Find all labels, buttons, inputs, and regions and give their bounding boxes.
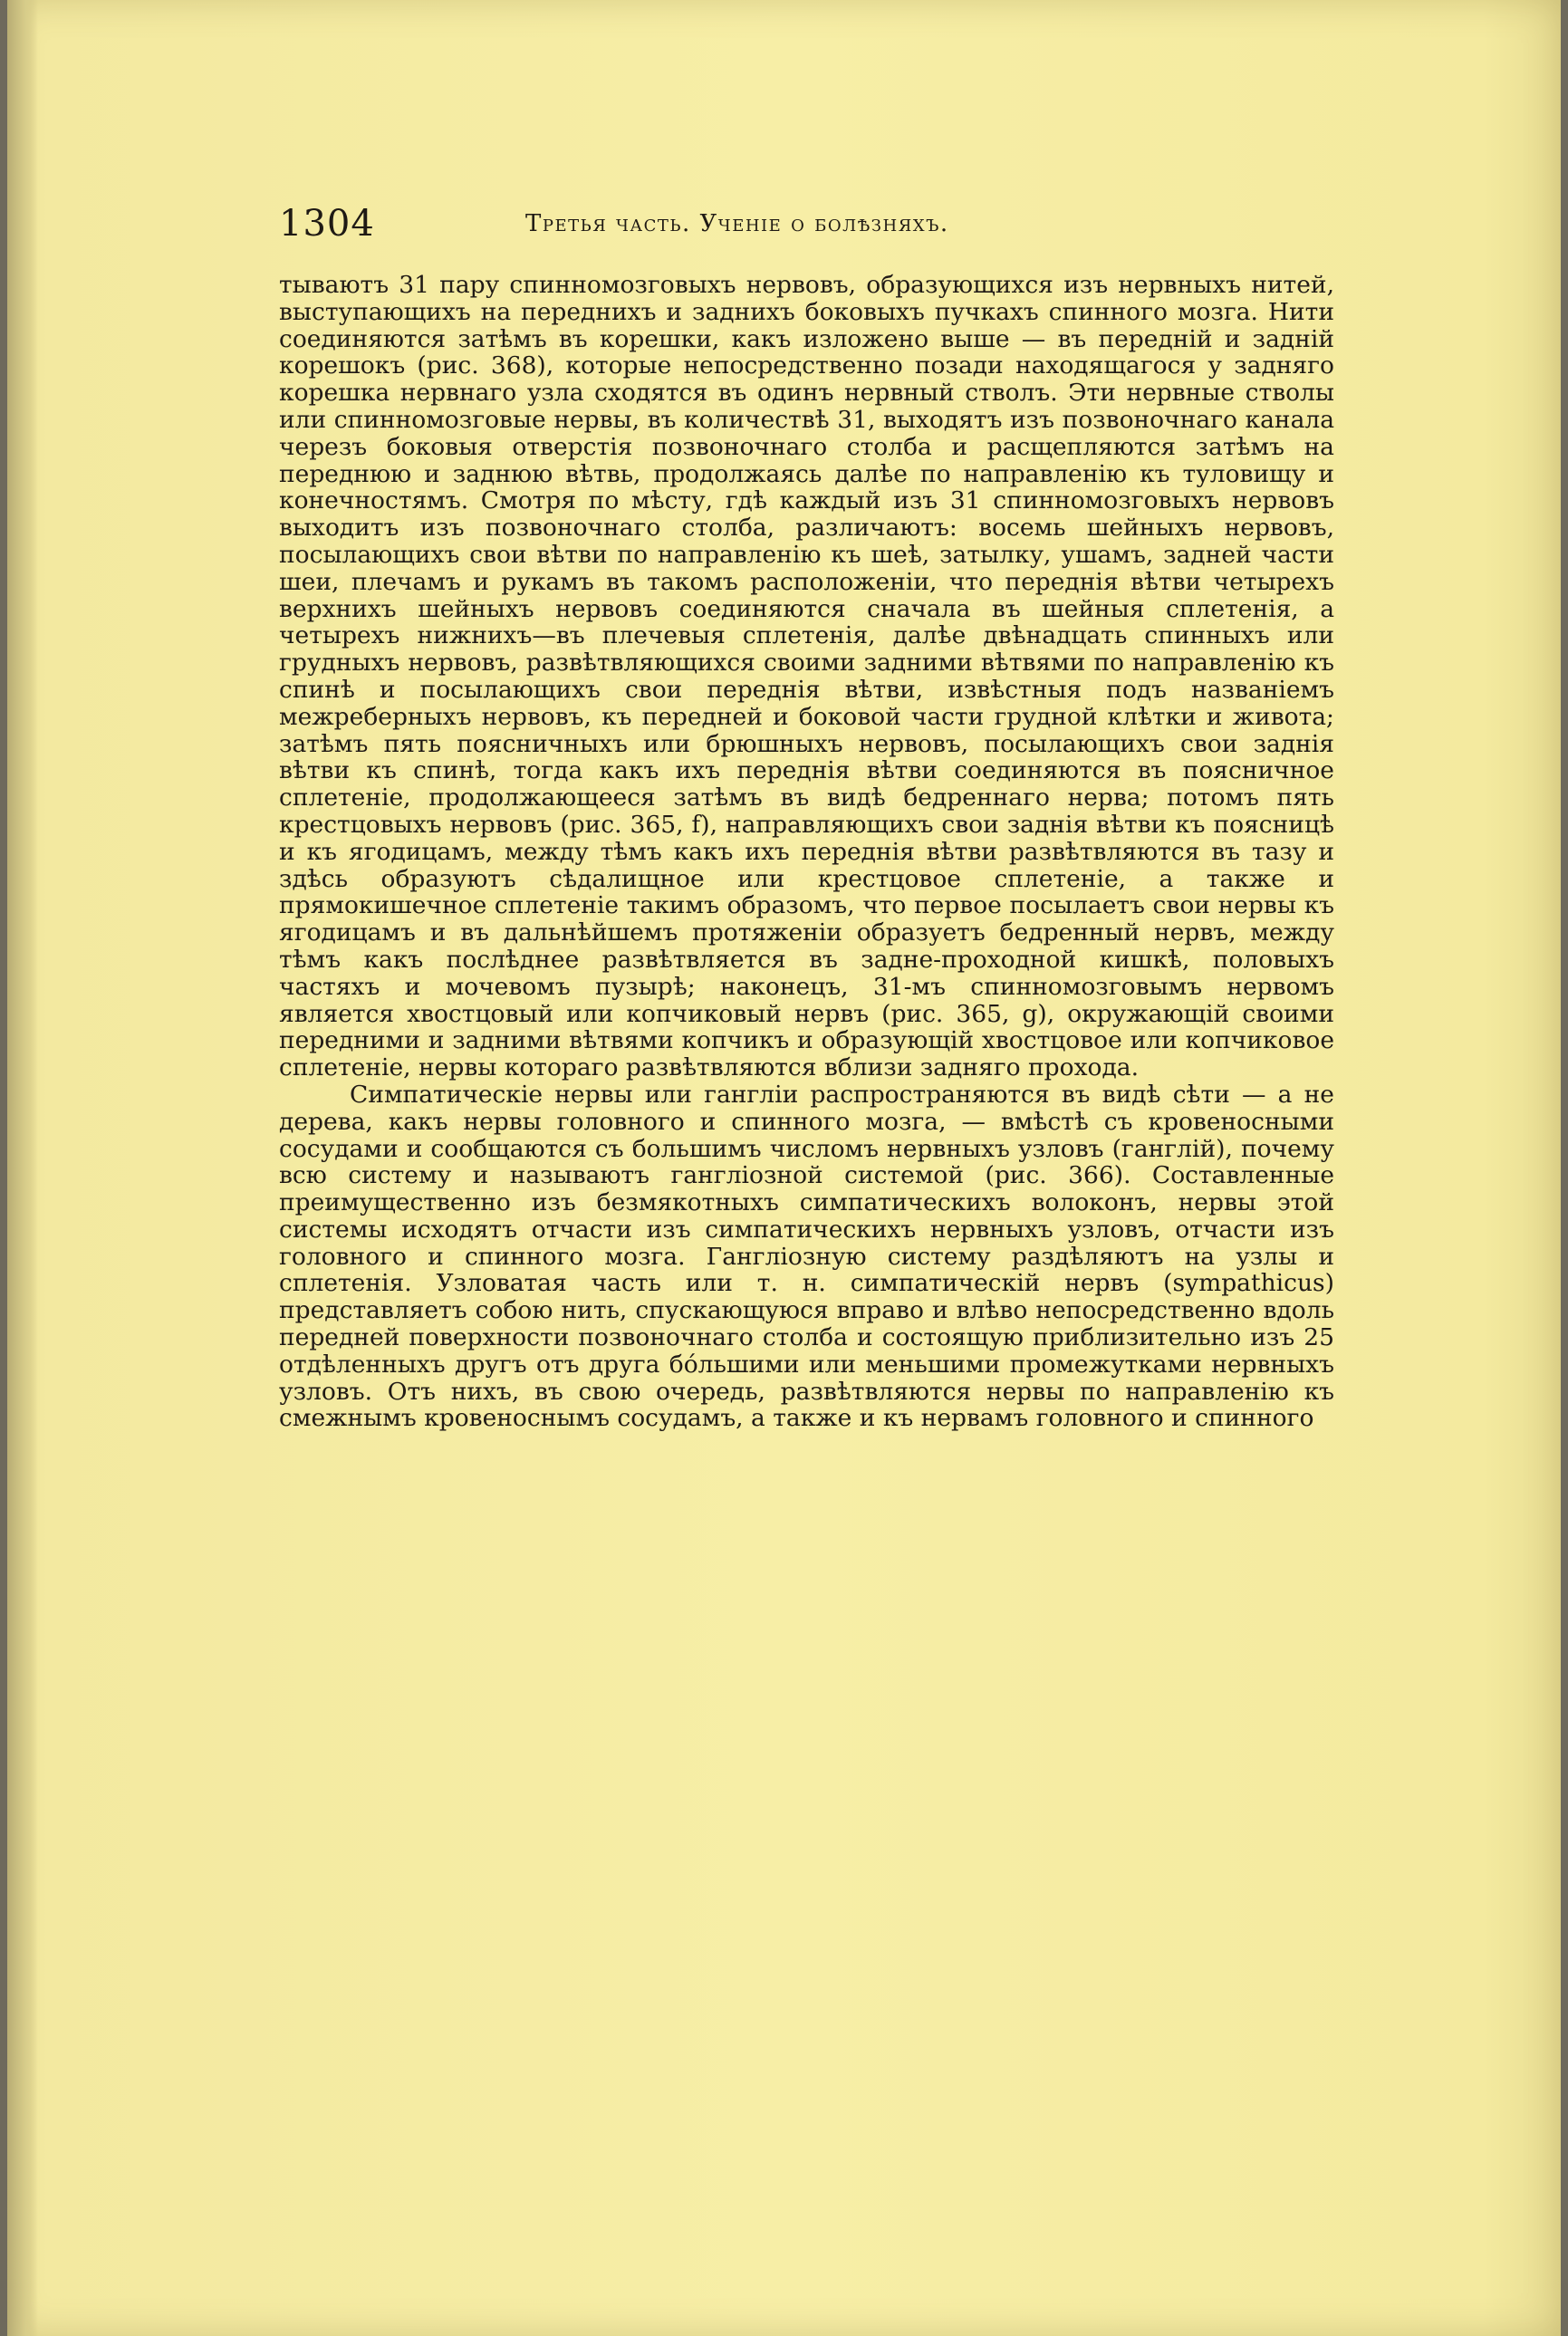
- body-text: [279, 272, 1334, 1432]
- book-page: [7, 0, 1561, 2336]
- paragraph-sympathetic-nerves: Симпатическіе нервы или гангліи распространяются въ видѣ сѣти — а не дерева, какъ нервы головного и спинного мозга, — вмѣстѣ съ кровеносными сосудами и сообщаются съ большимъ числомъ нервныхъ узловъ (ганглій), почему всю систему и называютъ ганглiозной системой (рис. 366). Составленные преимущественно изъ безмякотныхъ симпатическихъ волоконъ, нервы этой системы исходятъ отчасти изъ симпатическихъ нервныхъ узловъ, отчасти изъ головного и спинного мозга. Ганглiозную систему раздѣляютъ на узлы и сплетенія. Узловатая часть или т. н. симпатическій нервъ (sympathicus) представляетъ собою нить, спускающуюся вправо и влѣво непосредственно вдоль передней поверхности позвоночнаго столба и состоящую приблизительно изъ 25 отдѣленныхъ другъ отъ друга бóльшими или меньшими промежутками нервныхъ узловъ. Отъ нихъ, въ свою очередь, развѣтвляются нервы по направленію къ смежнымъ кровеноснымъ сосудамъ, а также и къ нервамъ головного и спинного: [279, 1080, 1334, 1433]
- paragraph-spinal-nerves: тываютъ 31 пару спинномозговыхъ нервовъ, образующихся изъ нервныхъ нитей, выступающихъ на переднихъ и заднихъ боковыхъ пучкахъ спинного мозга. Нити соединяются затѣмъ въ корешки, какъ изложено выше — въ передній и задній корешокъ (рис. 368), которые непосредственно позади находящагося у задняго корешка нервнаго узла сходятся въ одинъ нервный стволъ. Эти нервные стволы или спинномозговые нервы, въ количествѣ 31, выходятъ изъ позвоночнаго канала черезъ боковыя отверстія позвоночнаго столба и расщепляются затѣмъ на переднюю и заднюю вѣтвь, продолжаясь далѣе по направленію къ туловищу и конечностямъ. Смотря по мѣсту, гдѣ каждый изъ 31 спинномозговыхъ нервовъ выходитъ изъ позвоночнаго столба, различаютъ: восемь шейныхъ нервовъ, посылающихъ свои вѣтви по направленію къ шеѣ, затылку, ушамъ, задней части шеи, плечамъ и рукамъ въ такомъ расположеніи, что переднія вѣтви четырехъ верхнихъ шейныхъ нервовъ соединяются сначала въ шейныя сплетенія, а четырехъ нижнихъ—въ плечевыя сплетенія, далѣе двѣнадцать спинныхъ или грудныхъ нервовъ, развѣтвляющихся своими задними вѣтвями по направленію къ спинѣ и посылающихъ свои переднія вѣтви, извѣстныя подъ названіемъ межреберныхъ нервовъ, къ передней и боковой части грудной клѣтки и живота; затѣмъ пять поясничныхъ или брюшныхъ нервовъ, посылающихъ свои заднія вѣтви къ спинѣ, тогда какъ ихъ переднія вѣтви соединяются въ поясничное сплетеніе, продолжающееся затѣмъ въ видѣ бедреннаго нерва; потомъ пять крестцовыхъ нервовъ (рис. 365, f), направляющихъ свои заднія вѣтви къ поясницѣ и къ ягодицамъ, между тѣмъ какъ ихъ переднія вѣтви развѣтвляются въ тазу и здѣсь образуютъ сѣдалищное или крестцовое сплетеніе, а также и прямокишечное сплетеніе такимъ образомъ, что первое посылаетъ свои нервы къ ягодицамъ и въ дальнѣйшемъ протяженіи образуетъ бедренный нервъ, между тѣмъ какъ послѣднее развѣтвляется въ задне-проходной кишкѣ, половыхъ частяхъ и мочевомъ пузырѣ; наконецъ, 31-мъ спинномозговымъ нервомъ является хвостцовый или копчиковый нервъ (рис. 365, g), окружающій своими передними и задними вѣтвями копчикъ и образующій хвостцовое или копчиковое сплетеніе, нервы котораго развѣтвляются вблизи задняго прохода.: [279, 271, 1334, 1082]
- running-head: Третья часть. Ученіе о болѣзняхъ.: [525, 210, 949, 237]
- page-number: 1304: [279, 203, 375, 245]
- page-gutter: [7, 0, 38, 2336]
- page-header: [279, 201, 1348, 246]
